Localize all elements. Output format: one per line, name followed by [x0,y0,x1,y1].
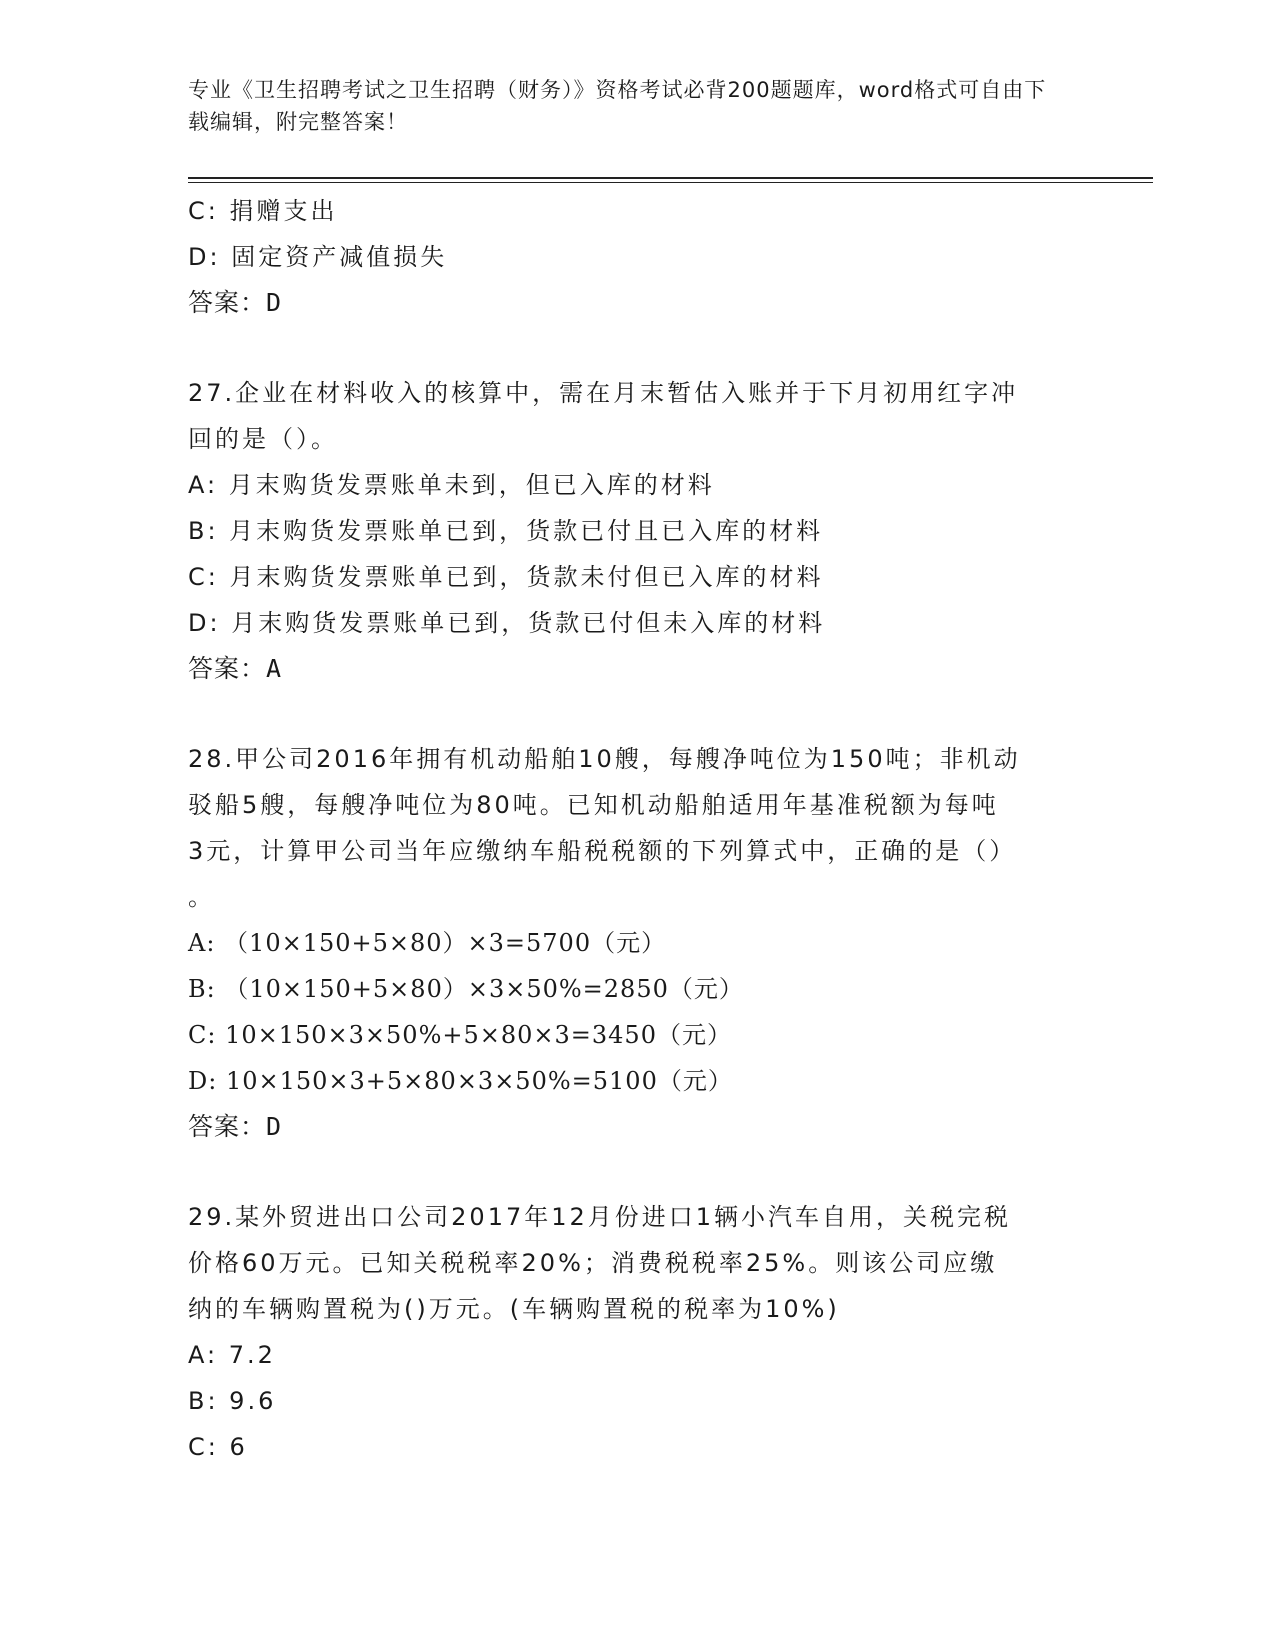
question-content [188,188,1088,1470]
option-d: D: 10×150×3+5×80×3×50%=5100（元） [188,1067,733,1095]
question-stem-line: 价格60万元。已知关税税率20%；消费税税率25%。则该公司应缴 [188,1249,998,1277]
option-b: B: 9.6 [188,1387,277,1415]
spacer [188,692,1088,736]
question-26-tail [188,188,1088,326]
option-d: D: 月末购货发票账单已到，货款已付但未入库的材料 [188,609,826,637]
question-stem-line: 驳船5艘，每艘净吨位为80吨。已知机动船舶适用年基准税额为每吨 [188,791,999,819]
question-stem-line: 29.某外贸进出口公司2017年12月份进口1辆小汽车自用，关税完税 [188,1203,1012,1231]
header-divider-thin [188,182,1153,183]
question-stem-line: 回的是（）。 [188,425,338,453]
option-c: C: 10×150×3×50%+5×80×3=3450（元） [188,1021,732,1049]
answer-line: 答案：D [188,1112,283,1141]
spacer [188,326,1088,370]
option-a: A: 7.2 [188,1341,276,1369]
question-stem-line: 。 [188,883,215,911]
question-29 [188,1194,1088,1470]
question-stem-line: 纳的车辆购置税为()万元。(车辆购置税的税率为10%) [188,1295,840,1323]
question-27 [188,370,1088,692]
option-c: C: 月末购货发票账单已到，货款未付但已入库的材料 [188,563,824,591]
option-d: D: 固定资产减值损失 [188,243,448,271]
option-b: B: （10×150+5×80）×3×50%=2850（元） [188,975,744,1003]
question-28 [188,736,1088,1150]
header-divider-thick [188,177,1153,179]
answer-line: 答案：A [188,654,283,683]
document-title: 专业《卫生招聘考试之卫生招聘（财务）》资格考试必背200题题库，word格式可自由下载编辑，附完整答案！ [188,78,1047,134]
option-a: A: （10×150+5×80）×3=5700（元） [188,929,667,957]
document-header [188,74,1068,138]
question-stem-line: 27.企业在材料收入的核算中，需在月末暂估入账并于下月初用红字冲 [188,379,1019,407]
question-stem-line: 28.甲公司2016年拥有机动船舶10艘，每艘净吨位为150吨；非机动 [188,745,1021,773]
option-c: C: 6 [188,1433,248,1461]
spacer [188,1150,1088,1194]
question-stem-line: 3元，计算甲公司当年应缴纳车船税税额的下列算式中，正确的是（） [188,837,1017,865]
option-c: C: 捐赠支出 [188,197,338,225]
option-b: B: 月末购货发票账单已到，货款已付且已入库的材料 [188,517,824,545]
answer-line: 答案：D [188,288,283,317]
option-a: A: 月末购货发票账单未到，但已入库的材料 [188,471,715,499]
